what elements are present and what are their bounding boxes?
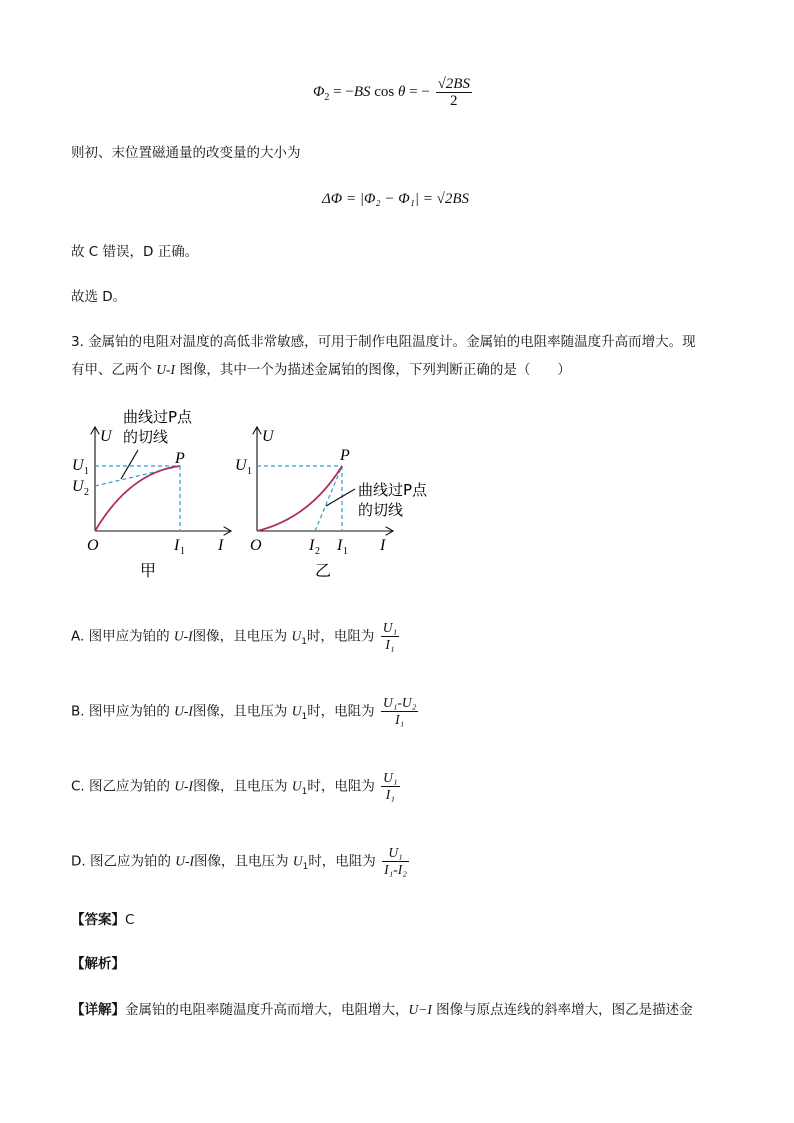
yi-origin-label: O [250, 537, 262, 554]
yi-note-line1: 曲线过P点 [358, 481, 428, 499]
formula-phi2: $\Phi_2 = -BS$ cos θ = − $\frac{√2BS}{2}$ [313, 76, 470, 109]
jia-i1-label: I [174, 537, 180, 554]
option-d-ui: U-I [175, 853, 195, 869]
jia-note-pointer [121, 450, 138, 479]
option-c[interactable] [71, 770, 402, 803]
detail-line [71, 1000, 693, 1020]
option-c-pre: 图乙应为铂的 [89, 778, 175, 795]
jia-caption: 甲 [140, 561, 157, 580]
jia-u2-label: U [72, 478, 84, 495]
option-d-fraction: $\frac{\text{U₁}}{\text{I₁-I₂}}$ [384, 845, 407, 877]
option-a-usub: 1 [301, 637, 307, 648]
option-b-mid: 图像，且电压为 [192, 703, 292, 720]
option-c-ui: U-I [174, 778, 194, 794]
answer-line [71, 910, 134, 930]
option-d-usub: 1 [302, 862, 309, 873]
jia-axis-x-label: I [218, 537, 224, 554]
yi-note-pointer [326, 489, 355, 506]
analysis-tag: 【解析】 [71, 956, 125, 972]
yi-u1-sub: 1 [247, 466, 252, 477]
option-d-label: D. [71, 853, 86, 870]
jia-note-line2: 的切线 [123, 428, 169, 446]
question-text [71, 328, 731, 384]
option-b-label: B. [71, 703, 85, 720]
option-a-u: U [291, 628, 302, 644]
option-c-u: U [291, 778, 302, 794]
graph-yi [235, 428, 428, 580]
yi-u1-label: U [235, 457, 247, 474]
option-d-mid: 图像，且电压为 [194, 853, 293, 870]
yi-p-label: P [340, 447, 350, 464]
option-c-label: C. [71, 778, 85, 795]
answer-value: C [125, 912, 135, 928]
yi-i1-label: I [337, 537, 343, 554]
option-b-ui: U-I [174, 703, 193, 719]
option-c-mid: 图像，且电压为 [193, 778, 292, 795]
option-c-post: 时，电阻为 [307, 778, 375, 795]
option-a[interactable] [71, 620, 401, 653]
jia-origin-label: O [87, 537, 99, 554]
option-d[interactable] [71, 845, 411, 878]
yi-caption: 乙 [315, 561, 332, 580]
option-b-pre: 图甲应为铂的 [88, 703, 175, 720]
option-b[interactable] [71, 695, 420, 728]
option-b-post: 时，电阻为 [307, 703, 375, 720]
jia-axis-y-label: U [100, 428, 112, 445]
option-a-fraction: $\frac{\text{U₁}}{\text{I₁}}$ [382, 620, 398, 652]
option-c-fraction: $\frac{\text{U₁}}{\text{I₁}}$ [383, 770, 398, 802]
ui-label: U-I [156, 362, 176, 377]
option-a-label: A. [71, 628, 85, 645]
choice-line: 故选 D。 [71, 289, 127, 305]
detail-ui: U−I [408, 1002, 432, 1017]
jia-p-label: P [175, 450, 185, 467]
question-line1: 金属铂的电阻对温度的高低非常敏感，可用于制作电阻温度计。金属铂的电阻率随温度升高而增大。现 [88, 334, 696, 350]
yi-i2-label: I [309, 537, 315, 554]
option-c-usub: 1 [301, 787, 308, 798]
figure-ui-graphs [60, 400, 460, 590]
graph-jia [72, 408, 230, 580]
option-d-u: U [292, 853, 303, 869]
detail-text-b: 图像与原点连线的斜率增大，图乙是描述金 [431, 1002, 693, 1018]
yi-curve [257, 466, 342, 531]
option-b-usub: 1 [301, 712, 308, 723]
yi-i1-sub: 1 [343, 546, 348, 557]
option-a-pre: 图甲应为铂的 [88, 628, 174, 645]
question-number: 3. [71, 334, 84, 350]
jia-i1-sub: 1 [180, 546, 185, 557]
jia-u1-sub: 1 [84, 466, 89, 477]
option-b-fraction: $\frac{\text{U₁-U₂}}{\text{I₁}}$ [382, 695, 417, 727]
analysis-line [71, 954, 125, 974]
option-a-mid: 图像，且电压为 [192, 628, 292, 645]
question-line2-a: 有甲、乙两个 [71, 362, 157, 378]
formula-phi2-fraction: $\frac{√2BS}{2}$ [437, 76, 470, 109]
answer-tag: 【答案】 [71, 912, 125, 928]
detail-tag: 【详解】 [71, 1002, 125, 1018]
conclusion-line: 故 C 错误，D 正确。 [71, 244, 199, 260]
formula-delta-phi: ΔΦ = |Φ₂ − Φ₁| = √2BS [322, 191, 469, 207]
jia-u2-sub: 2 [84, 487, 89, 498]
option-a-post: 时，电阻为 [306, 628, 375, 645]
yi-axis-x-label: I [380, 537, 386, 554]
detail-text-a: 金属铂的电阻率随温度升高而增大，电阻增大， [125, 1002, 409, 1018]
yi-note-line2: 的切线 [358, 501, 404, 519]
jia-u1-label: U [72, 457, 84, 474]
option-d-pre: 图乙应为铂的 [89, 853, 176, 870]
yi-i2-sub: 2 [315, 546, 320, 557]
option-b-u: U [291, 703, 302, 719]
jia-note-line1: 曲线过P点 [123, 408, 193, 426]
yi-axis-y-label: U [262, 428, 274, 445]
question-line2-b: 图像，其中一个为描述金属铂的图像，下列判断正确的是（ ） [175, 362, 571, 378]
option-d-post: 时，电阻为 [308, 853, 376, 870]
change-intro-line: 则初、末位置磁通量的改变量的大小为 [71, 145, 301, 161]
option-a-ui: U-I [173, 628, 193, 644]
